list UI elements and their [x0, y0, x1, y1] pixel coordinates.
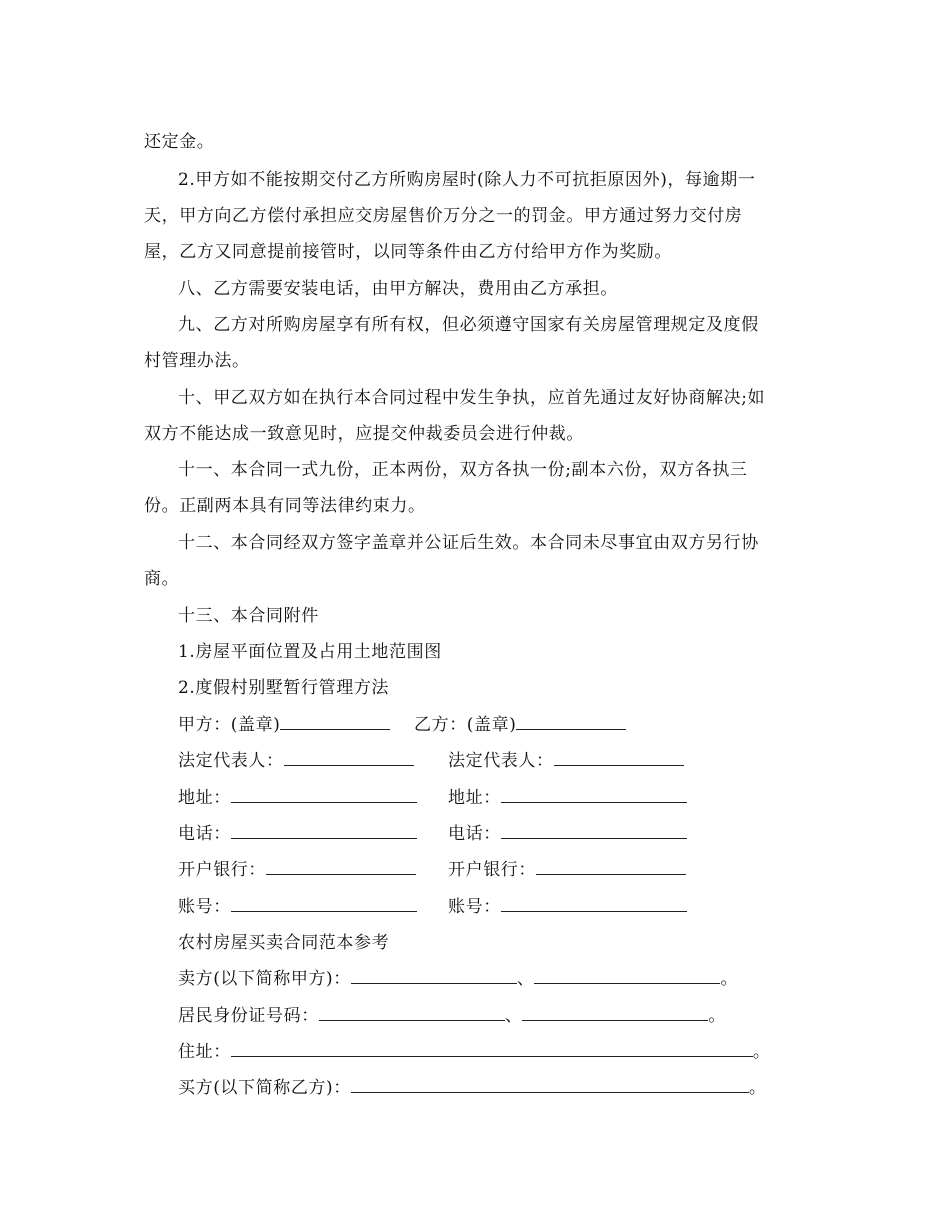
- residence-blank[interactable]: [231, 1042, 753, 1057]
- period: 。: [708, 1006, 727, 1026]
- acct-a-field: [178, 897, 417, 917]
- seller-blank-2[interactable]: [534, 969, 720, 984]
- bank-b-blank[interactable]: [536, 860, 686, 875]
- tel-b-label: 电话：: [448, 824, 501, 844]
- tel-b-blank[interactable]: [501, 824, 687, 839]
- party-a-blank[interactable]: [280, 715, 390, 730]
- buyer-field: [178, 1078, 766, 1098]
- rep-a-blank[interactable]: [284, 751, 414, 766]
- tel-a-field: [178, 824, 417, 844]
- tel-b-field: [448, 824, 687, 844]
- rep-b-blank[interactable]: [554, 751, 684, 766]
- acct-b-blank[interactable]: [501, 897, 687, 912]
- buyer-label: 买方(以下简称乙方)：: [178, 1078, 351, 1098]
- buyer-blank[interactable]: [351, 1078, 749, 1093]
- text-line: 2.度假村别墅暂行管理方法: [178, 678, 390, 698]
- text-line: 十、甲乙双方如在执行本合同过程中发生争执，应首先通过友好协商解决;如: [178, 388, 766, 408]
- period: 。: [752, 1042, 771, 1062]
- bank-a-field: [178, 860, 416, 880]
- addr-b-label: 地址：: [448, 788, 501, 808]
- party-b-seal-field: [414, 715, 626, 735]
- separator: 、: [516, 969, 535, 989]
- text-line: 屋，乙方又同意提前接管时，以同等条件由乙方付给甲方作为奖励。: [144, 242, 672, 262]
- addr-a-field: [178, 788, 417, 808]
- text-line: 村管理办法。: [144, 351, 250, 371]
- text-line: 九、乙方对所购房屋享有所有权，但必须遵守国家有关房屋管理规定及度假: [178, 315, 759, 335]
- residence-field: [178, 1042, 770, 1062]
- text-line: 天，甲方向乙方偿付承担应交房屋售价万分之一的罚金。甲方通过努力交付房: [144, 206, 743, 226]
- acct-a-blank[interactable]: [231, 897, 417, 912]
- addr-b-field: [448, 788, 687, 808]
- id-number-field: [178, 1006, 726, 1026]
- rep-b-label: 法定代表人：: [448, 751, 554, 771]
- rep-a-field: [178, 751, 414, 771]
- id-number-blank-1[interactable]: [319, 1006, 505, 1021]
- text-line: 还定金。: [144, 132, 215, 152]
- tel-a-label: 电话：: [178, 824, 231, 844]
- separator: 、: [504, 1006, 523, 1026]
- seller-blank-1[interactable]: [351, 969, 517, 984]
- seller-field: [178, 969, 738, 989]
- acct-a-label: 账号：: [178, 897, 231, 917]
- id-number-label: 居民身份证号码：: [178, 1006, 319, 1026]
- party-a-label: 甲方：(盖章): [178, 715, 281, 735]
- id-number-blank-2[interactable]: [522, 1006, 708, 1021]
- seller-label: 卖方(以下简称甲方)：: [178, 969, 351, 989]
- residence-label: 住址：: [178, 1042, 231, 1062]
- party-a-seal-field: [178, 715, 390, 735]
- acct-b-field: [448, 897, 687, 917]
- text-line: 十三、本合同附件: [178, 606, 319, 626]
- tel-a-blank[interactable]: [231, 824, 417, 839]
- addr-a-label: 地址：: [178, 788, 231, 808]
- bank-b-label: 开户银行：: [448, 860, 536, 880]
- bank-b-field: [448, 860, 686, 880]
- period: 。: [720, 969, 739, 989]
- bank-a-blank[interactable]: [266, 860, 416, 875]
- bank-a-label: 开户银行：: [178, 860, 266, 880]
- party-b-blank[interactable]: [516, 715, 626, 730]
- template-title: 农村房屋买卖合同范本参考: [178, 933, 390, 953]
- text-line: 十二、本合同经双方签字盖章并公证后生效。本合同未尽事宜由双方另行协: [178, 533, 759, 553]
- text-line: 2.甲方如不能按期交付乙方所购房屋时(除人力不可抗拒原因外)，每逾期一: [178, 170, 756, 190]
- period: 。: [748, 1078, 767, 1098]
- text-line: 份。正副两本具有同等法律约束力。: [144, 496, 426, 516]
- text-line: 商。: [144, 569, 180, 589]
- acct-b-label: 账号：: [448, 897, 501, 917]
- rep-b-field: [448, 751, 684, 771]
- text-line: 1.房屋平面位置及占用土地范围图: [178, 642, 442, 662]
- addr-b-blank[interactable]: [501, 788, 687, 803]
- text-line: 八、乙方需要安装电话，由甲方解决，费用由乙方承担。: [178, 279, 618, 299]
- text-line: 双方不能达成一致意见时，应提交仲裁委员会进行仲裁。: [144, 424, 584, 444]
- party-b-label: 乙方：(盖章): [414, 715, 517, 735]
- addr-a-blank[interactable]: [231, 788, 417, 803]
- text-line: 十一、本合同一式九份，正本两份，双方各执一份;副本六份，双方各执三: [178, 460, 748, 480]
- rep-a-label: 法定代表人：: [178, 751, 284, 771]
